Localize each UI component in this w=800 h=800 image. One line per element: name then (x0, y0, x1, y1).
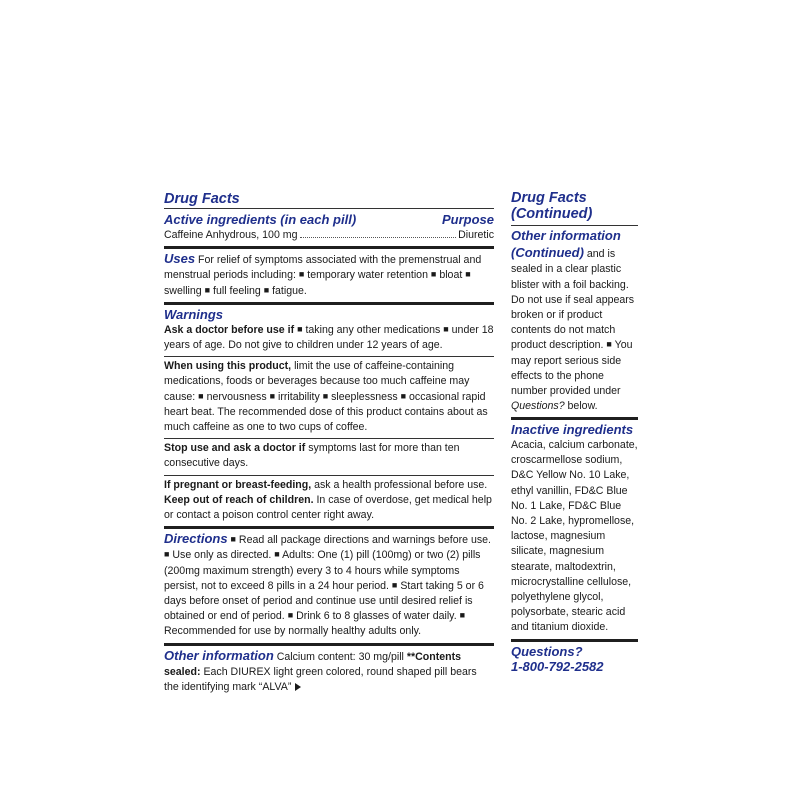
square-bullet-icon: ■ (391, 579, 398, 590)
other-information-continued-section (511, 226, 638, 417)
continued-title-line1: Drug Facts (511, 190, 587, 206)
ask-doctor-label: Ask a doctor before use if (164, 323, 295, 336)
uses-item: swelling (164, 284, 202, 297)
contents-sealed-text: Each DIUREX light green colored, round shaped pill bears the identifying mark “ALVA” (164, 665, 477, 694)
stop-use-text: symptoms last for more than ten consecutive days. (164, 442, 460, 470)
directions-item: Read all package directions and warnings before use. (238, 534, 491, 547)
square-bullet-icon: ■ (465, 269, 471, 280)
square-bullet-icon: ■ (322, 390, 329, 401)
stop-use-label: Stop use and ask a doctor if (164, 442, 306, 455)
directions-item: Drink 6 to 8 glasses of water daily. (296, 610, 457, 623)
square-bullet-icon: ■ (459, 610, 466, 621)
seal-text: and is sealed in a clear plastic blister with a foil backing. Do not use if seal appears broken or if product contents do not match product description. (511, 248, 635, 352)
when-using-item: sleeplessness (331, 390, 398, 403)
warnings-section (164, 305, 494, 356)
square-bullet-icon: ■ (230, 534, 236, 545)
when-using-item: irritability (277, 390, 320, 403)
when-using-block (164, 357, 494, 438)
ask-doctor-tail: Do not give to children under 12 years of age. (225, 339, 443, 352)
ask-doctor-item: under 18 years of age. (164, 323, 494, 352)
other-information-heading: Other information (164, 647, 274, 663)
when-using-tail: The recommended dose of this product contains about as much caffeine as one to two cups of coffee. (164, 405, 488, 434)
square-bullet-icon: ■ (204, 284, 211, 295)
square-bullet-icon: ■ (164, 549, 170, 560)
uses-heading: Uses (164, 251, 196, 267)
inactive-ingredients-list: Acacia, calcium carbonate, croscarmellose sodium, D&C Yellow No. 10 Lake, ethyl vanillin, FD&C Blue No. 1 Lake, FD&C Blue No. 2 Lake, hypromellose, lactose, magnesium silicate, magnesium stearate, maltodextrin, microcrystalline cellulose, polyethylene glycol, polysorbate, stearic acid and titanium dioxide. (511, 438, 638, 634)
other-information-section (164, 646, 494, 699)
square-bullet-icon: ■ (263, 284, 270, 295)
uses-lead: For relief of symptoms associated with the premenstrual and menstrual periods including: (164, 254, 482, 282)
continued-title-line2: (Continued) (511, 206, 593, 222)
when-using-item: occasional rapid heart beat. (164, 390, 486, 418)
ask-doctor-block (164, 323, 494, 353)
phone-number: 1-800-792-2582 (511, 659, 604, 675)
directions-item: Adults: One (1) pill (100mg) or two (2) pills (200mg maximum strength) every 3 to 4 hours while symptoms persist, not to exceed 8 pills in a 24 hour period. (164, 549, 481, 592)
calcium-content: Calcium content: 30 mg/pill (273, 650, 407, 663)
ask-doctor-item: taking any other medications (305, 323, 441, 336)
square-bullet-icon: ■ (298, 269, 305, 280)
uses-item: fatigue. (272, 284, 307, 297)
other-information-continued-heading: Other information (Continued) (511, 228, 621, 261)
stop-use-block (164, 439, 494, 474)
pregnant-text: ask a health professional before use. (311, 478, 488, 491)
when-using-label: When using this product, (164, 360, 292, 373)
square-bullet-icon: ■ (400, 390, 407, 401)
report-text: You may report serious side effects to the phone number provided under (511, 339, 633, 398)
uses-section (164, 249, 494, 302)
uses-item: bloat (439, 269, 463, 282)
drug-facts-continued-panel (511, 190, 638, 678)
dot-leader (300, 237, 457, 238)
ingredient-purpose: Diuretic (458, 229, 494, 241)
square-bullet-icon: ■ (274, 549, 280, 560)
inactive-ingredients-heading: Inactive ingredients (511, 422, 634, 438)
questions-heading: Questions? (511, 643, 583, 659)
active-ingredients-heading: Active ingredients (in each pill) (164, 212, 357, 227)
questions-section (511, 642, 638, 678)
inactive-ingredients-section (511, 420, 638, 638)
uses-item: full feeling (213, 284, 261, 297)
square-bullet-icon: ■ (198, 390, 204, 401)
drug-facts-title: Drug Facts (164, 191, 240, 207)
square-bullet-icon: ■ (287, 610, 294, 621)
uses-item: temporary water retention (307, 269, 428, 282)
contents-sealed-label: **Contents sealed: (164, 650, 462, 678)
square-bullet-icon: ■ (430, 269, 437, 280)
square-bullet-icon: ■ (269, 390, 276, 401)
pregnant-label: If pregnant or breast-feeding, (164, 478, 312, 491)
report-tail: below. (564, 400, 598, 413)
active-ingredients-section (164, 209, 494, 246)
questions-reference: Questions? (511, 400, 565, 413)
directions-item: Use only as directed. (172, 549, 272, 562)
keep-out-label: Keep out of reach of children. (164, 493, 314, 506)
warnings-heading: Warnings (164, 306, 223, 322)
pregnancy-block (164, 476, 494, 527)
square-bullet-icon: ■ (606, 339, 612, 350)
directions-heading: Directions (164, 531, 228, 547)
square-bullet-icon: ■ (443, 323, 449, 334)
purpose-heading: Purpose (441, 212, 494, 227)
directions-section (164, 529, 494, 642)
keep-out-text: In case of overdose, get medical help or contact a poison control center right away. (164, 493, 492, 522)
when-using-item: nervousness (206, 390, 267, 403)
directions-item: Start taking 5 or 6 days before onset of period and continue use until desired relief is obtained or end of period. (164, 579, 484, 623)
when-using-text: limit the use of caffeine-containing medications, foods or beverages because too much caffeine may cause: (164, 360, 470, 403)
drug-facts-panel (164, 190, 494, 698)
continue-arrow-icon (295, 683, 301, 691)
square-bullet-icon: ■ (297, 323, 303, 334)
ingredient-name: Caffeine Anhydrous, 100 mg (164, 229, 298, 241)
directions-item: Recommended for use by normally healthy adults only. (164, 625, 422, 638)
